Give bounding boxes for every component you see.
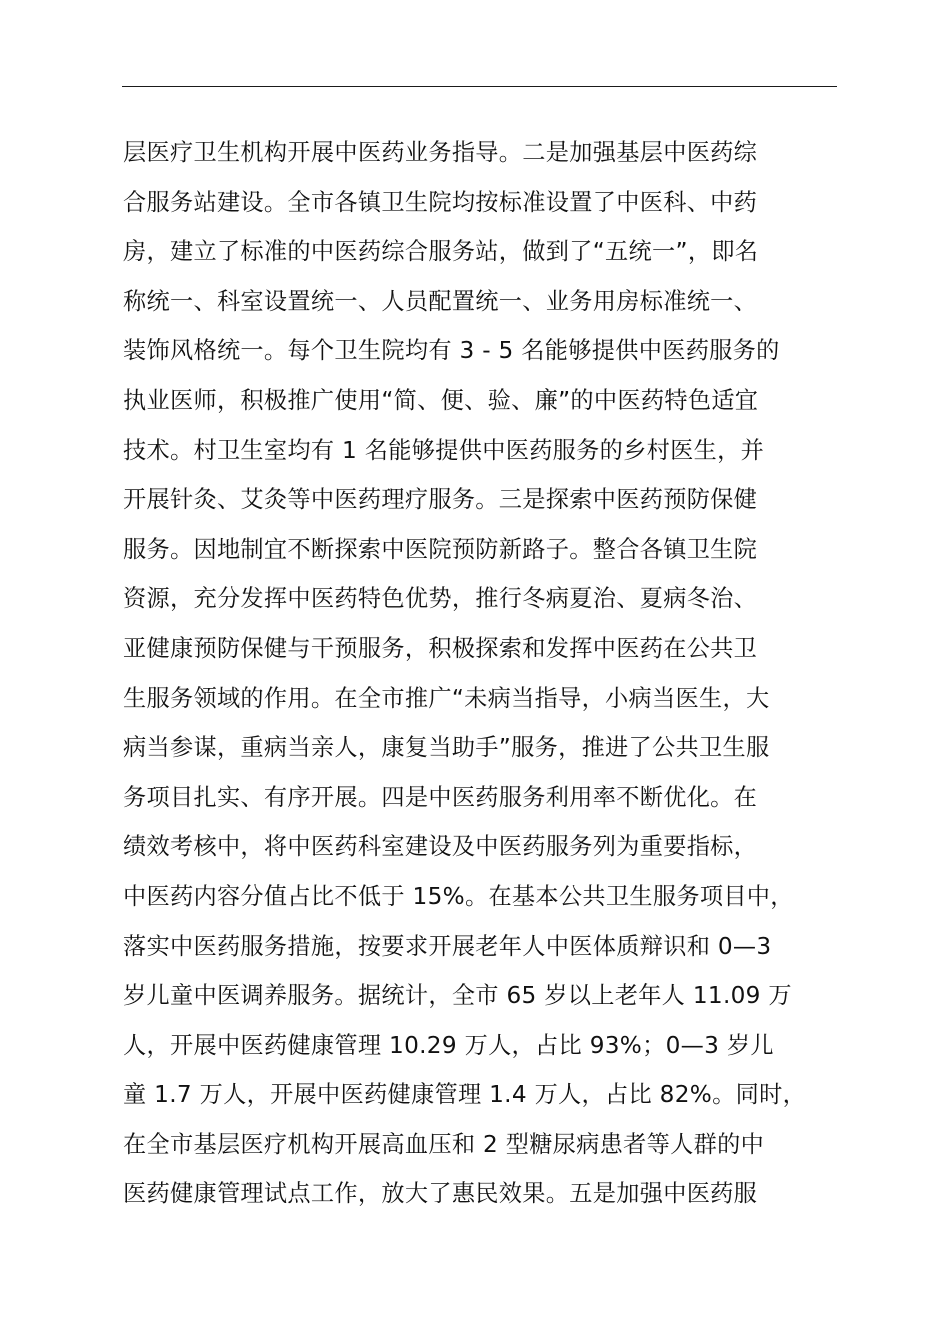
text-line: 房，建立了标准的中医药综合服务站，做到了“五统一”，即名: [123, 238, 759, 266]
text-line: 病当参谋，重病当亲人，康复当助手”服务，推进了公共卫生服: [123, 734, 770, 762]
text-line: 在全市基层医疗机构开展高血压和 2 型糖尿病患者等人群的中: [123, 1130, 765, 1158]
header-rule: [122, 86, 837, 87]
text-line: 落实中医药服务措施，按要求开展老年人中医体质辩识和 0—3: [123, 932, 772, 960]
text-line: 层医疗卫生机构开展中医药业务指导。二是加强基层中医药综: [123, 139, 758, 166]
text-line: 医药健康管理试点工作，放大了惠民效果。五是加强中医药服: [123, 1180, 758, 1208]
text-line: 亚健康预防保健与干预服务，积极探索和发挥中医药在公共卫: [123, 634, 758, 662]
text-line: 称统一、科室设置统一、人员配置统一、业务用房标准统一、: [123, 287, 758, 315]
text-line: 装饰风格统一。每个卫生院均有 3 - 5 名能够提供中医药服务的: [123, 337, 780, 365]
text-line: 绩效考核中，将中医药科室建设及中医药服务列为重要指标，: [123, 833, 758, 861]
text-line: 资源，充分发挥中医药特色优势，推行冬病夏治、夏病冬治、: [123, 585, 758, 613]
text-line: 技术。村卫生室均有 1 名能够提供中医药服务的乡村医生，并: [123, 436, 765, 464]
text-line: 服务。因地制宜不断探索中医院预防新路子。整合各镇卫生院: [123, 535, 758, 563]
text-line: 合服务站建设。全市各镇卫生院均按标准设置了中医科、中药: [123, 188, 758, 216]
text-line: 生服务领域的作用。在全市推广“未病当指导，小病当医生，大: [123, 684, 770, 712]
text-line: 执业医师，积极推广使用“简、便、验、廉”的中医药特色适宜: [123, 386, 759, 414]
text-line: 童 1.7 万人，开展中医药健康管理 1.4 万人，占比 82%。同时，: [123, 1081, 807, 1109]
text-line: 务项目扎实、有序开展。四是中医药服务利用率不断优化。在: [123, 783, 758, 811]
text-line: 开展针灸、艾灸等中医药理疗服务。三是探索中医药预防保健: [123, 486, 758, 514]
text-line: 中医药内容分值占比不低于 15%。在基本公共卫生服务项目中，: [123, 882, 794, 910]
text-line: 人，开展中医药健康管理 10.29 万人，占比 93%；0—3 岁儿: [123, 1031, 774, 1059]
text-line: 岁儿童中医调养服务。据统计，全市 65 岁以上老年人 11.09 万: [123, 982, 792, 1010]
body-text: [123, 128, 863, 1219]
